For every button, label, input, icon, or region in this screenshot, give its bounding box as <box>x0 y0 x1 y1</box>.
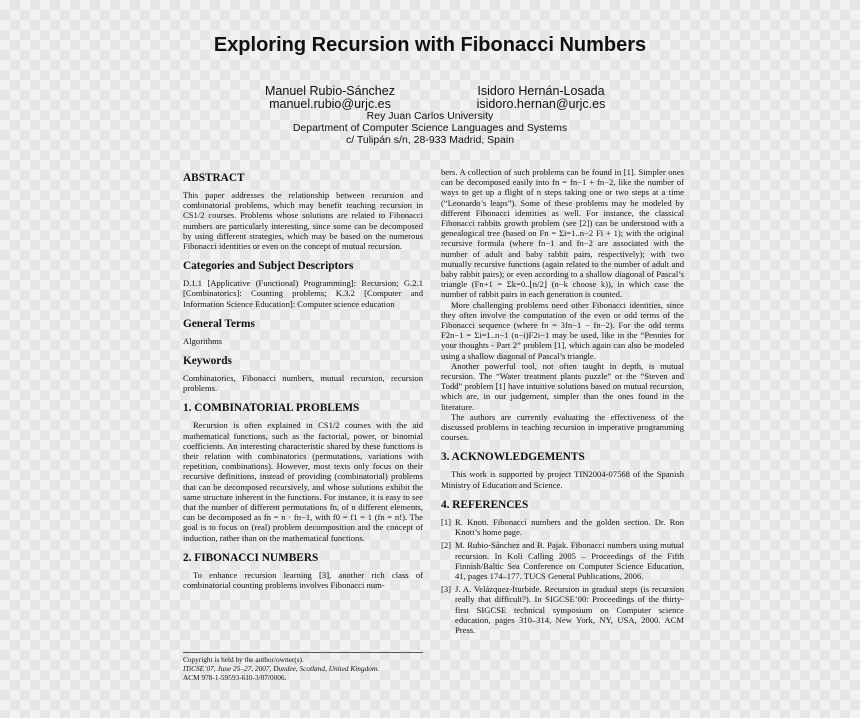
reference-number: [1] <box>441 516 452 527</box>
reference-item <box>441 540 684 581</box>
affiliation-address: c/ Tulipán s/n, 28-933 Madrid, Spain <box>345 134 515 146</box>
paper-title: Exploring Recursion with Fibonacci Numbers <box>213 34 647 56</box>
section-2-paragraph-1: bers. A collection of such problems can be found in [1]. Simpler ones can be decomposed easily into fn = fn−1 + fn−2, like the number of ways to get up a flight of n steps taking one or two steps at a time (“Leonardo’s leaps”). Some of these problems may be modeled by different Fibonacci identities as well. For instance, the classical Fibonacci rabbits growth problem (see [2]) can be understood with a genealogical tree (based on Fn = Σi=1..n−2 Fi + 1); with the original recursive formula (where fn−1 and fn−2 are associated with the number of adult and baby rabbit pairs, respectively); with two mutually recursive functions (again related to the number of adult and baby rabbit pairs); or even according to a shallow diagonal of Pascal’s triangle (Fn+1 = Σk=0..⌊n/2⌋ (n−k choose k)), in which case the number of rabbit pairs in each generation is counted. <box>441 167 684 300</box>
section-2-paragraph-4: The authors are currently evaluating the effectiveness of the discussed problems in teaching recursion in imperative programming courses. <box>441 411 684 443</box>
section-2-paragraph-2: More challenging problems need other Fibonacci identities, since they often involve the computation of the even or odd terms of the Fibonacci sequence (where fn = 3fn−1 − fn−2). For the odd terms F2n−1 = Σi=1..n−1 (n−i)F2i−1 may be used, like in the “Pennies for your thoughts - Part 2” problem [1], which again can also be modeled using a shallow diagonal of Pascal’s triangle. <box>441 299 684 361</box>
copyright-footnote <box>183 652 423 682</box>
section-2-heading: 2. FIBONACCI NUMBERS <box>183 551 319 564</box>
section-2-paragraph-3: Another powerful tool, not often taught in depth, is mutual recursion. The “Water treatment plants puzzle” or the “Steven and Todd” problem [1] have intuitive solutions based on mutual recursion, which are, in our judgement, simpler than the ones found in the literature. <box>441 360 684 412</box>
author-2 <box>449 85 633 111</box>
keywords-heading: Keywords <box>183 355 232 368</box>
section-3-text: This work is supported by project TIN2004-07568 of the Spanish Ministry of Education and Science. <box>441 469 684 490</box>
reference-item <box>441 584 684 635</box>
keywords-text: Combinatorics, Fibonacci numbers, mutual recursion, recursion problems. <box>183 373 423 394</box>
abstract-heading: ABSTRACT <box>183 172 245 184</box>
right-column <box>441 167 684 638</box>
affiliation-department: Department of Computer Science Languages and Systems <box>292 122 568 134</box>
section-1-heading: 1. COMBINATORIAL PROBLEMS <box>183 402 360 415</box>
reference-item <box>441 517 684 537</box>
categories-heading: Categories and Subject Descriptors <box>183 260 354 273</box>
author-2-email: isidoro.hernan@urjc.es <box>476 97 606 111</box>
author-1 <box>238 85 422 111</box>
left-column <box>183 172 423 590</box>
affiliation <box>0 110 860 146</box>
section-1-text: Recursion is often explained in CS1/2 courses with the aid mathematical functions, such as the factorial, power, or binomial coefficients. An interesting characteristic shared by these functions is their relation with combinatorics (permutations, variations with repetition, combinations). However, most texts only focus on their recursive definitions, instead of providing (combinatorial) problems that can be decomposed recursively, and whose solutions exhibit the same structure inherent in the functions. For instance, it is easy to see that the number of different permutations fn, of n different elements, can be decomposed as fn = n · fn−1, with f0 = f1 = 1 (fn = n!). The goal is to focus on (real) problem decomposition and the concept of induction, rather than on the mathematical functions. <box>183 420 423 543</box>
reference-number: [2] <box>441 540 452 551</box>
general-terms-heading: General Terms <box>183 317 255 330</box>
reference-text[interactable]: M. Rubio-Sánchez and B. Pajak. Fibonacci numbers using mutual recursion. In Koli Calling 2005 – Proceedings of the Fifth Finnish/Baltic Sea Conference on Computer Science Education, 41, pages 174–177. TUCS General Publications, 2006. <box>455 540 684 581</box>
affiliation-university: Rey Juan Carlos University <box>366 110 494 122</box>
reference-text: R. Knott. Fibonacci numbers and the golden section. Dr. Ron Knott’s home page. <box>455 516 684 538</box>
abstract-text: This paper addresses the relationship between recursion and combinatorial problems, which may benefit teaching recursion in CS1/2 courses. Problems whose solutions are related to Fibonacci numbers are particularly interesting, since some can be decomposed by using different strategies, which may be based on the numerous Fibonacci identities or even on the concept of mutual recursion. <box>183 190 423 252</box>
reference-text[interactable]: J. A. Velázquez-Iturbide. Recursion in gradual steps (is recursion really that difficult?). In SIGCSE’00: Proceedings of the thirty-first SIGCSE technical symposium on Computer science education, pages 310–314, New York, NY, USA, 2000. ACM Press. <box>455 584 684 635</box>
author-1-email: manuel.rubio@urjc.es <box>269 97 391 111</box>
categories-text: D.1.1 [Applicative (Functional) Programming]: Recursion; G.2.1 [Combinatorics]: Counting problems; K.3.2 [Computer and Information Science Education]: Computer science education <box>183 278 423 309</box>
conference-line: ITiCSE’07, June 25–27, 2007, Dundee, Scotland, United Kingdom. <box>183 664 379 673</box>
copyright-line: Copyright is held by the author/owner(s). <box>183 655 304 664</box>
section-3-heading: 3. ACKNOWLEDGEMENTS <box>441 451 585 464</box>
acm-isbn-line: ACM 978-1-59593-610-3/07/0006. <box>183 673 287 682</box>
section-4-heading: 4. REFERENCES <box>441 498 529 511</box>
author-2-name: Isidoro Hernán-Losada <box>477 84 605 98</box>
section-2-text-left: To enhance recursion learning [3], another rich class of combinatorial counting problems involves Fibonacci num- <box>183 569 423 591</box>
reference-number: [3] <box>441 584 452 595</box>
reference-list <box>441 517 684 635</box>
author-1-name: Manuel Rubio-Sánchez <box>265 84 395 98</box>
general-terms-text: Algorithms <box>183 335 223 346</box>
